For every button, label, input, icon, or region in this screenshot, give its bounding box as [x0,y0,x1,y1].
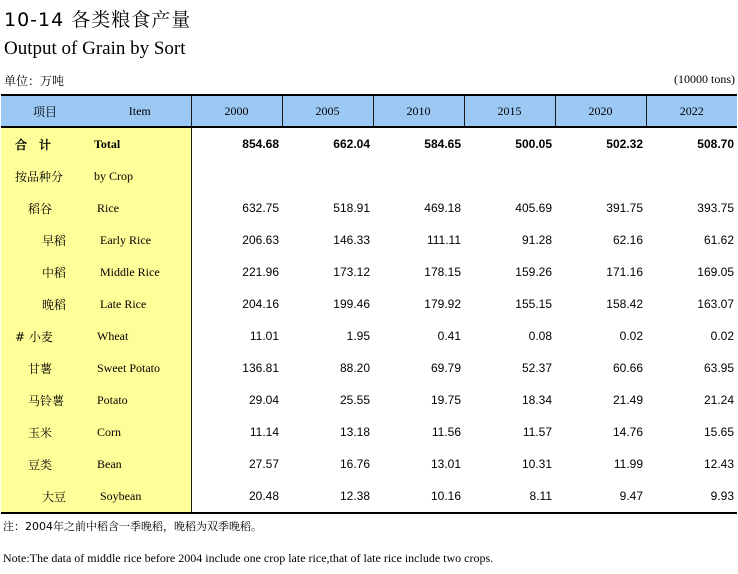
row-label-cn: 合 计 [1,127,89,160]
table-cell: 0.41 [437,329,461,343]
table-cell: 11.57 [522,425,552,439]
table-cell: 155.15 [515,297,552,311]
row-label-cn: 按品种分 [1,160,89,192]
row-label-cn: # 小麦 [1,320,89,352]
table-cell: 12.43 [703,457,734,471]
table-row [1,480,737,513]
table-row [1,288,737,320]
header-year: 2022 [646,95,737,127]
table-cell: 169.05 [697,265,734,279]
table-cell: 405.69 [515,201,552,215]
table-cell: 12.38 [282,480,373,513]
table-cell: 1.95 [346,329,370,343]
row-label-en: Wheat [89,320,191,352]
table-cell: 204.16 [242,297,279,311]
row-label-cn: 玉米 [1,416,89,448]
table-cell: 146.33 [333,233,370,247]
table-cell [282,160,373,192]
row-label-en: Soybean [89,480,191,513]
footnote-cn: 注：2004年之前中稻含一季晚稻，晚稻为双季晚稻。 [3,520,262,533]
header-year: 2005 [282,95,373,127]
row-label-cn: 马铃薯 [1,384,89,416]
table-row [1,352,737,384]
table-cell: 221.96 [242,265,279,279]
table-row [1,448,737,480]
grain-output-table [1,94,737,514]
table-cell: 500.05 [515,137,552,151]
table-header-row [1,95,737,127]
table-cell: 11.01 [249,329,279,343]
table-cell: 20.48 [191,480,282,513]
header-year: 2015 [464,95,555,127]
table-cell: 21.49 [612,393,643,407]
table-cell: 11.99 [613,457,643,471]
row-label-en: Early Rice [89,224,191,256]
table-cell: 391.75 [606,201,643,215]
table-cell: 206.63 [242,233,279,247]
header-year: 2010 [373,95,464,127]
row-label-cn: 早稻 [1,224,89,256]
table-cell: 199.46 [333,297,370,311]
table-cell: 62.16 [612,233,643,247]
table-cell: 393.75 [697,201,734,215]
table-row [1,160,737,192]
table-cell: 171.16 [606,265,643,279]
table-cell: 10.31 [521,457,552,471]
row-label-en: Middle Rice [89,256,191,288]
table-cell: 21.24 [703,393,734,407]
table-cell: 662.04 [333,137,370,151]
table-cell: 91.28 [521,233,552,247]
table-cell: 61.62 [703,233,734,247]
table-cell: 0.02 [619,329,643,343]
table-row [1,320,737,352]
row-label-cn: 晚稻 [1,288,89,320]
row-label-en: Bean [89,448,191,480]
row-label-cn: 豆类 [1,448,89,480]
unit-label-en: (10000 tons) [674,72,735,86]
row-label-en: Corn [89,416,191,448]
row-label-en: Rice [89,192,191,224]
table-cell: 584.65 [424,137,461,151]
table-cell: 29.04 [248,393,279,407]
table-cell: 0.08 [528,329,552,343]
row-label-en: Potato [89,384,191,416]
page-title-en: Output of Grain by Sort [4,38,186,59]
table-cell: 9.93 [646,480,737,513]
table-cell: 9.47 [555,480,646,513]
header-item-en: Item [89,95,191,127]
table-row [1,224,737,256]
table-cell: 13.01 [430,457,461,471]
table-row-total [1,127,737,160]
table-cell: 63.95 [703,361,734,375]
table-cell: 16.76 [339,457,370,471]
row-label-en: Sweet Potato [89,352,191,384]
table-cell: 27.57 [248,457,279,471]
table-cell: 158.42 [606,297,643,311]
table-cell: 159.26 [515,265,552,279]
table-cell [191,160,282,192]
table-cell: 179.92 [424,297,461,311]
table-cell: 88.20 [339,361,370,375]
row-label-cn: 稻谷 [1,192,89,224]
table-cell [464,160,555,192]
table-cell: 60.66 [612,361,643,375]
table-row [1,384,737,416]
table-row [1,192,737,224]
table-cell: 69.79 [430,361,461,375]
row-label-en: Late Rice [89,288,191,320]
table-cell: 502.32 [606,137,643,151]
table-cell: 19.75 [430,393,461,407]
table-cell: 173.12 [333,265,370,279]
table-cell: 11.56 [431,425,461,439]
table-cell: 0.02 [710,329,734,343]
unit-label-cn: 单位：万吨 [4,74,65,88]
header-year: 2000 [191,95,282,127]
row-label-cn: 大豆 [1,480,89,513]
table-cell: 25.55 [339,393,370,407]
page-title-cn: 10-14 各类粮食产量 [4,9,192,31]
table-cell: 632.75 [242,201,279,215]
table-cell: 854.68 [242,137,279,151]
table-cell: 163.07 [697,297,734,311]
table-cell: 8.11 [464,480,555,513]
header-item-cn: 项目 [1,95,89,127]
table-cell [646,160,737,192]
table-cell: 10.16 [373,480,464,513]
table-cell: 178.15 [424,265,461,279]
header-year: 2020 [555,95,646,127]
footnote-en: Note:The data of middle rice before 2004 include one crop late rice,that of late rice include two crops. [3,551,494,565]
table-cell [555,160,646,192]
table-cell [373,160,464,192]
table-cell: 11.14 [249,425,279,439]
table-cell: 136.81 [242,361,279,375]
table-cell: 15.65 [703,425,734,439]
table-cell: 52.37 [521,361,552,375]
table-cell: 14.76 [612,425,643,439]
table-cell: 111.11 [426,233,461,247]
table-cell: 508.70 [697,137,734,151]
table-cell: 518.91 [333,201,370,215]
table-cell: 469.18 [424,201,461,215]
table-cell: 18.34 [521,393,552,407]
row-label-en: Total [89,127,191,160]
row-label-cn: 甘薯 [1,352,89,384]
table-cell: 13.18 [339,425,370,439]
row-label-en: by Crop [89,160,191,192]
table-row [1,416,737,448]
row-label-cn: 中稻 [1,256,89,288]
table-row [1,256,737,288]
